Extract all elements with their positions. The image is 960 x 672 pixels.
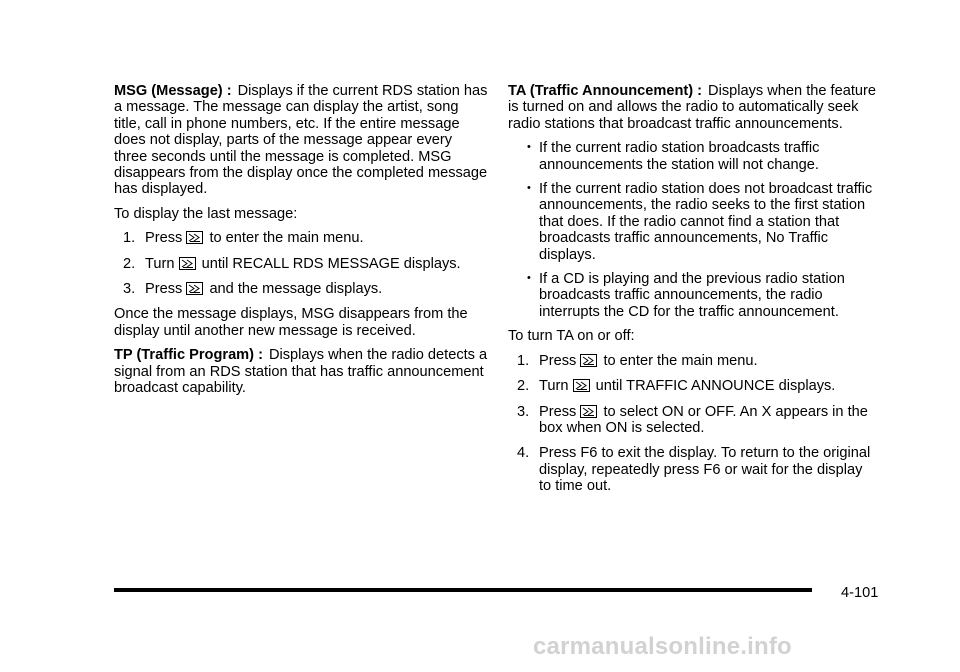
- bullet-icon: •: [527, 141, 531, 154]
- step-item: 1. Press to enter the main menu.: [123, 230, 364, 247]
- tune-select-knob-icon: [179, 257, 196, 270]
- ta-text: Displays when the feature is turned on and allows the radio to automatically seek radio stations that broadcast traffic announcements.: [508, 83, 876, 132]
- tune-select-knob-icon: [186, 231, 203, 244]
- bullet-item: • If a CD is playing and the previous radio station broadcasts traffic announcements, the radio interrupts the CD for the traffic announcement.: [527, 271, 845, 320]
- ta-term: TA (Traffic Announcement) :: [508, 83, 703, 99]
- tune-select-knob-icon: [580, 354, 597, 367]
- watermark: carmanualsonline.info: [533, 633, 792, 660]
- page-number: 4-101: [841, 585, 879, 601]
- bullet-icon: •: [527, 272, 531, 285]
- ta-intro: To turn TA on or off:: [508, 328, 635, 345]
- step-item: 2. Turn until RECALL RDS MESSAGE displays.: [123, 255, 461, 272]
- msg-term: MSG (Message) :: [114, 83, 232, 99]
- ta-bullets: [508, 140, 876, 320]
- bullet-item: • If the current radio station does not broadcast traffic announcements, the radio seeks to the first station that does. If the radio cannot find a station that broadcasts traffic announcements, No Traffic displays.: [527, 181, 873, 263]
- right-column: [508, 83, 876, 504]
- ta-steps: [508, 353, 876, 495]
- ta-definition: [508, 83, 876, 132]
- after-steps-text: Once the message displays, MSG disappears from the display until another new message is received.: [114, 306, 468, 339]
- last-message-steps: [114, 230, 489, 297]
- left-column: [114, 83, 489, 405]
- bullet-item: • If the current radio station broadcasts traffic announcements the station will not change.: [527, 140, 820, 173]
- tp-definition: [114, 347, 489, 396]
- step-item: 2. Turn until TRAFFIC ANNOUNCE displays.: [517, 378, 836, 395]
- bullet-icon: •: [527, 182, 531, 195]
- tune-select-knob-icon: [186, 282, 203, 295]
- tune-select-knob-icon: [573, 379, 590, 392]
- step-item: 3. Press to select ON or OFF. An X appears in the box when ON is selected.: [517, 403, 868, 436]
- step-item: 4. Press F6 to exit the display. To return to the original display, repeatedly press F6 or wait for the display to time out.: [517, 445, 871, 495]
- tp-text: Displays when the radio detects a signal from an RDS station that has traffic announcement broadcast capability.: [114, 347, 488, 397]
- last-message-intro: To display the last message:: [114, 205, 298, 222]
- step-item: 1. Press to enter the main menu.: [517, 352, 758, 369]
- step-item: 3. Press and the message displays.: [123, 281, 383, 298]
- msg-definition: [114, 83, 489, 198]
- tune-select-knob-icon: [580, 405, 597, 418]
- msg-text: Displays if the current RDS station has a message. The message can display the artist, song title, call in phone numbers, etc. If the entire message does not display, parts of the message appear every three seconds until the message is completed. MSG disappears from the display once the completed message has displayed.: [114, 83, 488, 198]
- footer-rule: [114, 588, 812, 592]
- tp-term: TP (Traffic Program) :: [114, 347, 263, 364]
